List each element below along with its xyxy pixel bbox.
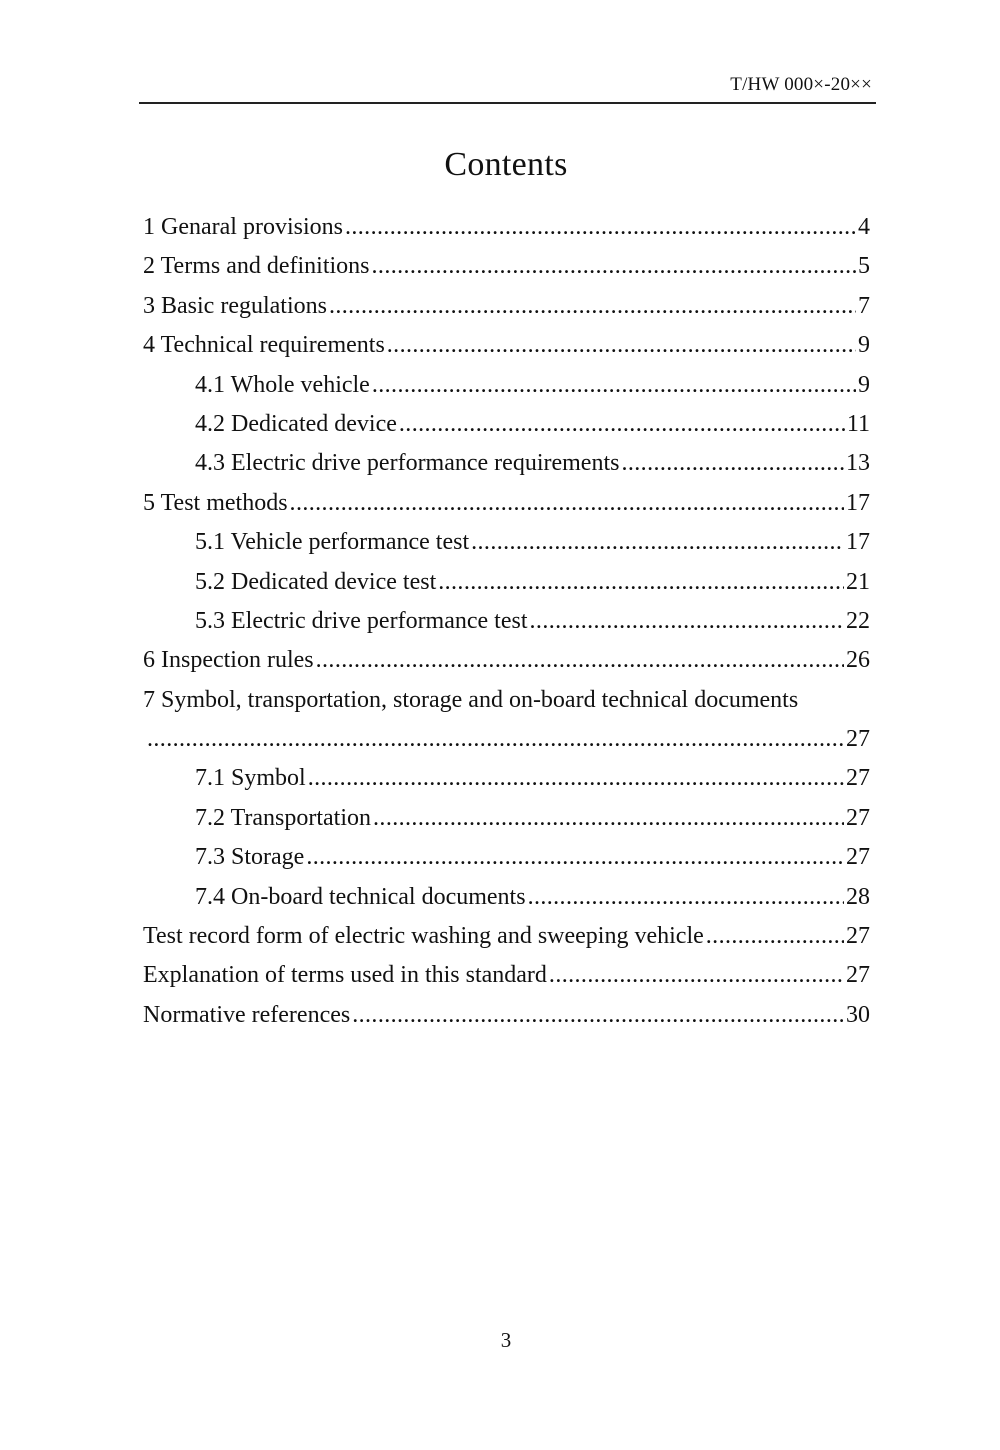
toc-entry-page: 7	[858, 292, 870, 319]
toc-leader-dots	[329, 287, 856, 326]
toc-leader-dots	[306, 838, 844, 877]
toc-entry-page: 30	[846, 1001, 870, 1028]
toc-subentry[interactable]	[143, 523, 870, 562]
toc-leader-dots	[372, 366, 856, 405]
toc-leader-dots	[471, 523, 844, 562]
toc-subentry[interactable]	[143, 366, 870, 405]
toc-entry-page: 9	[858, 332, 870, 359]
toc-entry-label: 7.2 Transportation	[195, 804, 372, 831]
toc-entry-label: 6 Inspection rules	[143, 647, 314, 674]
toc-entry[interactable]	[143, 681, 870, 760]
toc-entry-page: 9	[858, 371, 870, 398]
page-title: Contents	[444, 146, 568, 183]
toc-entry[interactable]	[143, 484, 870, 523]
toc-entry-continuation	[143, 720, 870, 759]
toc-entry-label: 3 Basic regulations	[143, 292, 327, 319]
toc-entry-label: 2 Terms and definitions	[143, 253, 370, 280]
toc-leader-dots	[387, 326, 856, 365]
toc-entry-page: 27	[846, 804, 870, 831]
page-number: 3	[500, 1328, 512, 1352]
toc-entry-label: Test record form of electric washing and sweeping vehicle	[143, 923, 704, 950]
toc-leader-dots	[706, 917, 844, 956]
toc-subentry[interactable]	[143, 759, 870, 798]
toc-entry-label: 4 Technical requirements	[143, 332, 385, 359]
document-code: T/HW 000×-20××	[730, 74, 872, 95]
toc-entry-label: 4.1 Whole vehicle	[195, 371, 370, 398]
toc-subentry[interactable]	[143, 602, 870, 641]
toc-leader-dots	[372, 247, 856, 286]
toc-leader-dots	[621, 444, 844, 483]
toc-subentry[interactable]	[143, 405, 870, 444]
toc-leader-dots	[373, 799, 844, 838]
toc-entry-page: 11	[846, 410, 870, 437]
toc-entry-label: 7 Symbol, transportation, storage and on-board technical documents	[143, 686, 799, 713]
table-of-contents	[143, 208, 870, 1035]
toc-entry-page: 27	[846, 962, 870, 989]
toc-leader-dots	[530, 602, 844, 641]
toc-entry-page: 26	[846, 647, 870, 674]
toc-entry-label: Normative references	[143, 1001, 351, 1028]
toc-entry-page: 13	[846, 450, 870, 477]
toc-entry-page: 4	[858, 214, 870, 240]
toc-entry[interactable]	[143, 956, 870, 995]
toc-subentry[interactable]	[143, 878, 870, 917]
toc-leader-dots	[549, 956, 844, 995]
toc-leader-dots	[399, 405, 845, 444]
toc-entry-label: 4.3 Electric drive performance requirements	[195, 450, 620, 477]
toc-leader-dots	[345, 208, 856, 247]
toc-entry-page: 21	[846, 568, 870, 595]
header-divider	[139, 102, 876, 104]
toc-leader-dots	[352, 996, 844, 1035]
toc-entry[interactable]	[143, 326, 870, 365]
toc-leader-dots	[438, 563, 844, 602]
toc-entry-page: 28	[846, 883, 870, 910]
toc-entry-page: 5	[858, 253, 870, 280]
toc-entry-label: 5.3 Electric drive performance test	[195, 607, 528, 634]
toc-entry-label: 7.1 Symbol	[195, 765, 306, 792]
toc-entry-page: 27	[846, 765, 870, 792]
toc-subentry[interactable]	[143, 444, 870, 483]
toc-entry[interactable]	[143, 287, 870, 326]
toc-subentry[interactable]	[143, 563, 870, 602]
toc-leader-dots	[308, 759, 844, 798]
toc-entry-label: 4.2 Dedicated device	[195, 410, 397, 437]
toc-entry-label: 5.1 Vehicle performance test	[195, 529, 470, 556]
toc-entry-label: 1 Genaral provisions	[143, 214, 343, 240]
toc-entry[interactable]	[143, 641, 870, 680]
toc-entry-page: 27	[846, 726, 870, 753]
toc-entry-page: 27	[846, 923, 870, 950]
toc-subentry[interactable]	[143, 799, 870, 838]
toc-entry-page: 27	[846, 844, 870, 871]
toc-entry-label: Explanation of terms used in this standard	[143, 962, 547, 989]
toc-entry[interactable]	[143, 996, 870, 1035]
toc-leader-dots	[290, 484, 844, 523]
toc-entry[interactable]	[143, 917, 870, 956]
toc-leader-dots	[528, 878, 844, 917]
toc-entry-page: 22	[846, 607, 870, 634]
toc-entry-label: 7.4 On-board technical documents	[195, 883, 526, 910]
toc-entry-label: 5 Test methods	[143, 489, 288, 516]
toc-entry[interactable]	[143, 247, 870, 286]
toc-entry-page: 17	[846, 489, 870, 516]
toc-entry[interactable]	[143, 208, 870, 247]
toc-leader-dots	[316, 641, 844, 680]
toc-entry-page: 17	[846, 529, 870, 556]
toc-entry-label: 7.3 Storage	[195, 844, 305, 871]
toc-subentry[interactable]	[143, 838, 870, 877]
toc-leader-dots	[147, 720, 844, 759]
toc-entry-label: 5.2 Dedicated device test	[195, 568, 437, 595]
